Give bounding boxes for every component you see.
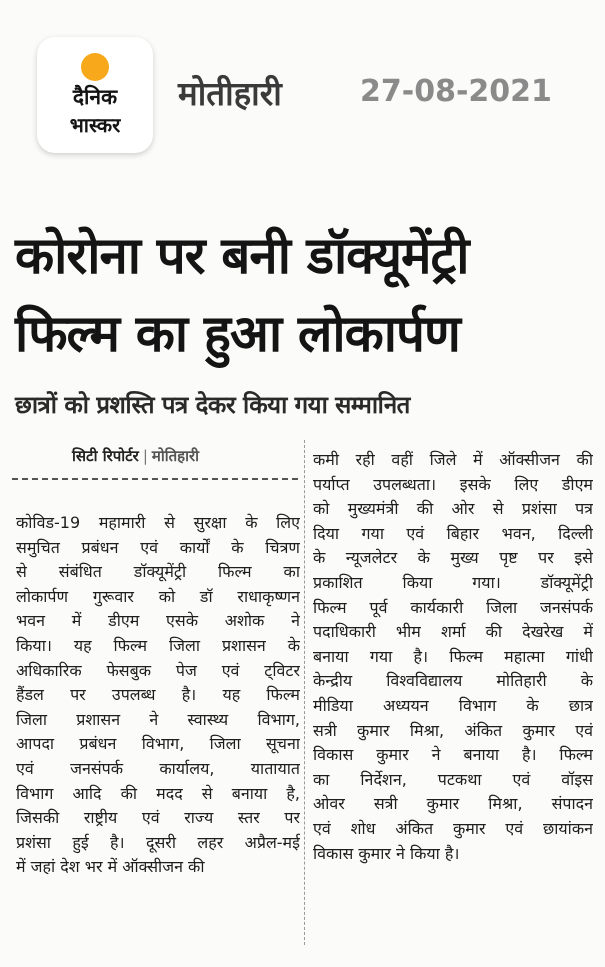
body-text-line: हैंडल पर उपलब्ध है। यह फिल्म (16, 685, 300, 705)
body-text-line: जिसकी राष्ट्रीय एवं राज्य स्तर पर (16, 808, 300, 828)
body-text-line: पदाधिकारी भीम शर्मा की देखरेख में (313, 622, 593, 642)
logo-text-line1: दैनिक (72, 85, 118, 109)
newspaper-logo (37, 37, 153, 153)
body-text-line: से संबंधित डॉक्यूमेंट्री फिल्म का (16, 562, 300, 582)
body-text-line: भवन में डीएम एसके अशोक ने (16, 611, 300, 631)
article-body-right-column (313, 448, 593, 866)
edition-city: मोतीहारी (178, 74, 282, 113)
sun-icon (81, 53, 109, 81)
headline-line-2: फिल्म का हुआ लोकार्पण (15, 305, 460, 364)
body-text-line: पर्याप्त उपलब्धता। इसके लिए डीएम (313, 474, 593, 494)
body-text-line: के न्यूजलेटर के मुख्य पृष्ट पर इसे (313, 548, 593, 568)
body-text-line: एवं जनसंपर्क कार्यालय, यातायात (16, 758, 300, 778)
body-text-line: प्रशंसा हुई है। दूसरी लहर अप्रैल-मई (16, 832, 300, 852)
body-text-line: कोविड-19 महामारी से सुरक्षा के लिए (16, 513, 300, 532)
body-text-line: में जहां देश भर में ऑक्सीजन की (16, 857, 205, 877)
body-text-line: को मुख्यमंत्री की ओर से प्रशंसा पत्र (313, 499, 593, 519)
body-text-line: विकास कुमार ने किया है। (313, 843, 460, 863)
column-divider-rule (12, 478, 298, 480)
body-text-line: सत्री कुमार मिश्रा, अंकित कुमार एवं (313, 720, 593, 740)
body-text-line: आपदा प्रबंधन विभाग, जिला सूचना (16, 734, 300, 754)
body-text-line: केन्द्रीय विश्वविद्यालय मोतिहारी के (313, 671, 593, 691)
body-text-line: विभाग आदि की मदद से बनाया है, (16, 783, 300, 803)
logo-text-line2: भास्कर (69, 113, 121, 137)
headline-line-1: कोरोना पर बनी डॉक्यूमेंट्री (15, 227, 469, 286)
body-text-line: विकास कुमार ने बनाया है। फिल्म (313, 745, 593, 765)
byline-reporter: सिटी रिपोर्टर (72, 447, 139, 465)
body-text-line: जिला प्रशासन ने स्वास्थ्य विभाग, (16, 709, 300, 729)
body-text-line: दिया गया एवं बिहार भवन, दिल्ली (313, 523, 593, 543)
body-text-line: ओवर सत्री कुमार मिश्रा, संपादन (313, 794, 593, 814)
body-text-line: का निर्देशन, पटकथा एवं वॉइस (313, 769, 593, 789)
byline (72, 446, 199, 466)
byline-separator: | (142, 447, 148, 465)
body-text-line: किया। यह फिल्म जिला प्रशासन के (16, 635, 300, 655)
body-text-line: समुचित प्रबंधन एवं कार्यों के चित्रण (16, 537, 300, 557)
article-subheadline: छात्रों को प्रशस्ति पत्र देकर किया गया सम्मानित (15, 391, 410, 419)
body-text-line: बनाया गया है। फिल्म महात्मा गांधी (313, 646, 593, 666)
body-text-line: अधिकारिक फेसबुक पेज एवं ट्विटर (16, 660, 300, 680)
body-text-line: एवं शोध अंकित कुमार एवं छायांकन (313, 818, 593, 838)
edition-date: 27-08-2021 (360, 74, 552, 109)
byline-place: मोतिहारी (151, 447, 200, 465)
body-text-line: कमी रही वहीं जिले में ऑक्सीजन की (313, 450, 593, 469)
body-text-line: मीडिया अध्ययन विभाग के छात्र (313, 695, 593, 715)
article-headline (15, 218, 595, 374)
body-text-line: प्रकाशित किया गया। डॉक्यूमेंट्री (313, 572, 593, 592)
body-text-line: लोकार्पण गुरूवार को डॉ राधाकृष्णन (16, 586, 300, 606)
article-body-left-column (16, 511, 300, 880)
body-text-line: फिल्म पूर्व कार्यकारी जिला जनसंपर्क (313, 597, 593, 617)
column-divider-vertical (304, 440, 305, 945)
